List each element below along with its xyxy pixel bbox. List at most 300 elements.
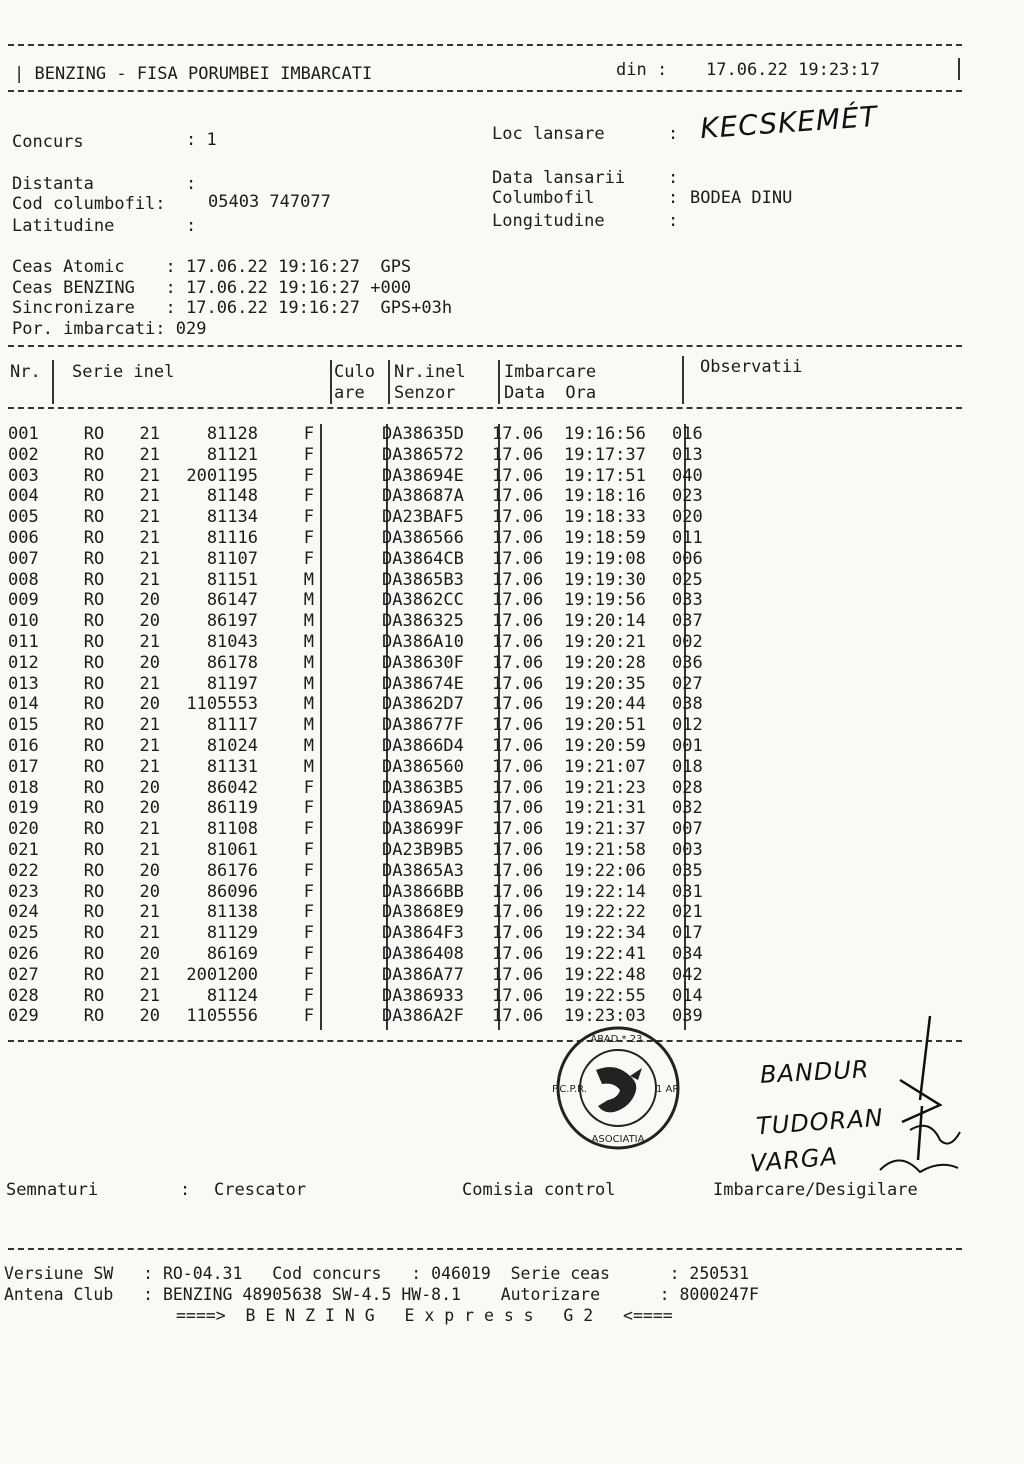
columbofil-name: BODEA DINU [690, 188, 793, 208]
row-sensor: DA3865B3 [382, 569, 464, 590]
row-sensor: DA38630F [382, 652, 464, 673]
row-date: 17.06 [492, 902, 544, 923]
embarkation-stamp [538, 1026, 698, 1151]
row-year: 20 [139, 694, 160, 715]
row-country: RO [83, 819, 105, 840]
row-time: 19:20:59 [564, 735, 646, 756]
row-observation: 013 [672, 444, 703, 465]
row-date: 17.06 [492, 444, 544, 465]
row-observation: 042 [672, 964, 703, 985]
row-country: RO [83, 424, 105, 444]
col-divider [498, 360, 500, 404]
row-year: 21 [139, 527, 160, 548]
data-lansarii-label: Data lansarii [492, 168, 626, 188]
row-ring: 81129 [206, 923, 258, 944]
row-color [314, 674, 382, 695]
row-sex: F [303, 860, 314, 881]
row-country: RO [83, 715, 105, 736]
row-nr: 024 [8, 902, 39, 923]
row-color [314, 798, 382, 819]
row-date: 17.06 [492, 756, 544, 777]
row-nr: 029 [8, 1006, 39, 1027]
row-sensor: DA23B9B5 [382, 839, 464, 860]
row-color [314, 632, 382, 653]
row-nr: 018 [8, 777, 39, 798]
row-sex: F [303, 798, 314, 819]
row-observation: 006 [672, 548, 703, 569]
row-nr: 019 [8, 798, 39, 819]
row-observation: 033 [672, 590, 703, 611]
row-color [314, 902, 382, 923]
row-country: RO [83, 590, 105, 611]
row-year: 20 [139, 611, 160, 632]
table-row [8, 466, 732, 487]
row-sex: F [303, 507, 314, 528]
row-sex: F [303, 465, 314, 486]
row-date: 17.06 [492, 985, 544, 1006]
print-timestamp: 17.06.22 19:23:17 [706, 60, 880, 80]
col-header-observatii: Observatii [700, 357, 803, 377]
row-sensor: DA23BAF5 [382, 507, 464, 528]
signature-3: VARGA [748, 1142, 839, 1178]
footer-line-1: Versiune SW : RO-04.31 Cod concurs : 046019 Serie ceas : 250531 [4, 1264, 750, 1283]
row-observation: 039 [672, 1006, 703, 1027]
row-sex: M [303, 735, 314, 756]
row-sex: M [303, 569, 314, 590]
row-nr: 002 [8, 444, 39, 465]
distanta-value: : [186, 174, 197, 194]
row-nr: 025 [8, 923, 39, 944]
row-country: RO [83, 756, 105, 777]
svg-text:ASOCIATIA: ASOCIATIA [591, 1134, 645, 1145]
row-time: 19:17:37 [564, 444, 646, 465]
comisia-control-label: Comisia control [462, 1180, 616, 1200]
table-top-rule [8, 345, 962, 347]
row-sensor: DA386572 [382, 444, 464, 465]
semnaturi-sep: : [180, 1180, 191, 1200]
row-time: 19:21:23 [564, 777, 646, 798]
row-date: 17.06 [492, 943, 544, 964]
row-year: 20 [139, 777, 160, 798]
table-row [8, 424, 732, 445]
row-time: 19:18:16 [564, 486, 646, 507]
row-observation: 032 [672, 798, 703, 819]
row-time: 19:20:14 [564, 611, 646, 632]
row-time: 19:22:06 [564, 860, 646, 881]
row-nr: 016 [8, 735, 39, 756]
row-sensor: DA38674E [382, 673, 464, 694]
row-year: 21 [139, 444, 160, 465]
row-date: 17.06 [492, 777, 544, 798]
row-observation: 034 [672, 943, 703, 964]
row-country: RO [83, 465, 105, 486]
row-date: 17.06 [492, 964, 544, 985]
col-header-nrinel-2: Senzor [394, 383, 456, 403]
table-row [8, 590, 732, 611]
signature-scribble [860, 1010, 980, 1190]
row-observation: 014 [672, 985, 703, 1006]
table-row [8, 965, 732, 986]
row-sensor: DA38687A [382, 486, 464, 507]
row-date: 17.06 [492, 507, 544, 528]
row-sex: M [303, 756, 314, 777]
row-time: 19:19:08 [564, 548, 646, 569]
row-sex: F [303, 985, 314, 1006]
row-sensor: DA38635D [382, 424, 464, 444]
svg-text:F.C.P.R.: F.C.P.R. [552, 1084, 587, 1095]
row-ring: 1105553 [186, 694, 258, 715]
row-time: 19:21:58 [564, 839, 646, 860]
row-year: 21 [139, 819, 160, 840]
row-year: 21 [139, 964, 160, 985]
row-sex: F [303, 902, 314, 923]
row-time: 19:20:44 [564, 694, 646, 715]
row-nr: 001 [8, 424, 39, 444]
row-time: 19:20:35 [564, 673, 646, 694]
row-ring: 86147 [206, 590, 258, 611]
row-sensor: DA386408 [382, 943, 464, 964]
row-date: 17.06 [492, 465, 544, 486]
data-lansarii-sep: : [668, 168, 679, 188]
row-color [314, 466, 382, 487]
row-time: 19:22:55 [564, 985, 646, 1006]
row-time: 19:19:56 [564, 590, 646, 611]
row-sex: M [303, 590, 314, 611]
row-ring: 81043 [206, 631, 258, 652]
row-color [314, 986, 382, 1007]
concurs-label: Concurs [12, 132, 84, 152]
row-color [314, 944, 382, 965]
row-ring: 86042 [206, 777, 258, 798]
table-row [8, 653, 732, 674]
row-ring: 1105556 [186, 1006, 258, 1027]
col-header-nrinel-1: Nr.inel [394, 362, 466, 382]
row-observation: 001 [672, 735, 703, 756]
row-country: RO [83, 548, 105, 569]
distanta-label: Distanta [12, 174, 94, 194]
row-year: 21 [139, 839, 160, 860]
row-nr: 007 [8, 548, 39, 569]
row-year: 20 [139, 590, 160, 611]
cod-columbofil-value: 05403 747077 [208, 192, 331, 212]
col-header-nr: Nr. [10, 362, 41, 382]
row-date: 17.06 [492, 839, 544, 860]
row-time: 19:22:34 [564, 923, 646, 944]
table-row [8, 986, 732, 1007]
table-row [8, 611, 732, 632]
row-observation: 027 [672, 673, 703, 694]
footer-top-rule [8, 1248, 962, 1250]
row-sex: F [303, 486, 314, 507]
header-bottom-rule [8, 90, 962, 92]
table-row [8, 882, 732, 903]
row-time: 19:20:28 [564, 652, 646, 673]
table-row [8, 445, 732, 466]
row-ring: 81121 [206, 444, 258, 465]
row-color [314, 840, 382, 861]
row-sex: M [303, 611, 314, 632]
row-country: RO [83, 1006, 105, 1027]
table-row [8, 861, 732, 882]
col-divider [52, 360, 54, 404]
signature-1: BANDUR [759, 1055, 871, 1089]
row-year: 20 [139, 943, 160, 964]
row-sex: F [303, 819, 314, 840]
loc-lansare-label: Loc lansare [492, 124, 605, 144]
row-ring: 86096 [206, 881, 258, 902]
table-row [8, 549, 732, 570]
row-date: 17.06 [492, 860, 544, 881]
row-country: RO [83, 569, 105, 590]
row-year: 21 [139, 756, 160, 777]
row-ring: 86178 [206, 652, 258, 673]
loc-lansare-handwritten: KECSKEMÉT [699, 99, 879, 146]
row-observation: 035 [672, 860, 703, 881]
latitudine-label: Latitudine [12, 216, 115, 236]
table-row [8, 632, 732, 653]
table-row [8, 528, 732, 549]
row-ring: 81128 [206, 424, 258, 444]
row-country: RO [83, 527, 105, 548]
row-ring: 81107 [206, 548, 258, 569]
row-nr: 017 [8, 756, 39, 777]
table-row [8, 1006, 732, 1027]
row-ring: 81117 [206, 715, 258, 736]
row-time: 19:19:30 [564, 569, 646, 590]
table-row [8, 923, 732, 944]
latitudine-value: : [186, 216, 197, 236]
row-color [314, 486, 382, 507]
imbarcare-desigilare-label: Imbarcare/Desigilare [713, 1180, 918, 1200]
col-divider [388, 360, 390, 404]
row-country: RO [83, 444, 105, 465]
row-year: 20 [139, 881, 160, 902]
row-year: 21 [139, 715, 160, 736]
row-ring: 81061 [206, 839, 258, 860]
row-sensor: DA3862D7 [382, 694, 464, 715]
signature-2: TUDORAN [755, 1103, 885, 1141]
semnaturi-label: Semnaturi [6, 1180, 99, 1200]
row-nr: 020 [8, 819, 39, 840]
table-row [8, 778, 732, 799]
row-color [314, 445, 382, 466]
row-sensor: DA38699F [382, 819, 464, 840]
row-country: RO [83, 777, 105, 798]
row-sex: F [303, 943, 314, 964]
row-sex: F [303, 527, 314, 548]
row-date: 17.06 [492, 611, 544, 632]
columbofil-sep: : [668, 188, 679, 208]
row-sex: F [303, 839, 314, 860]
table-bottom-rule [8, 1040, 962, 1042]
row-nr: 014 [8, 694, 39, 715]
row-observation: 038 [672, 694, 703, 715]
row-sensor: DA3869A5 [382, 798, 464, 819]
row-observation: 028 [672, 777, 703, 798]
row-observation: 036 [672, 652, 703, 673]
row-sex: F [303, 777, 314, 798]
row-color [314, 778, 382, 799]
row-date: 17.06 [492, 694, 544, 715]
row-year: 21 [139, 569, 160, 590]
row-sensor: DA386325 [382, 611, 464, 632]
row-observation: 040 [672, 465, 703, 486]
row-year: 21 [139, 486, 160, 507]
row-country: RO [83, 611, 105, 632]
row-year: 21 [139, 631, 160, 652]
row-date: 17.06 [492, 527, 544, 548]
row-ring: 81131 [206, 756, 258, 777]
row-color [314, 549, 382, 570]
ceas-benzing-line: Ceas BENZING : 17.06.22 19:16:27 +000 [12, 278, 412, 298]
row-observation: 002 [672, 631, 703, 652]
row-year: 20 [139, 652, 160, 673]
longitudine-sep: : [668, 211, 679, 231]
row-ring: 81108 [206, 819, 258, 840]
row-color [314, 882, 382, 903]
row-sex: F [303, 1006, 314, 1027]
svg-text:ARAD * 23.: ARAD * 23. [590, 1034, 646, 1045]
row-color [314, 611, 382, 632]
row-color [314, 570, 382, 591]
table-row [8, 798, 732, 819]
row-country: RO [83, 798, 105, 819]
row-sensor: DA386560 [382, 756, 464, 777]
row-year: 21 [139, 735, 160, 756]
row-nr: 021 [8, 839, 39, 860]
row-date: 17.06 [492, 631, 544, 652]
row-color [314, 1006, 382, 1027]
row-time: 19:22:48 [564, 964, 646, 985]
row-observation: 011 [672, 527, 703, 548]
row-sex: F [303, 881, 314, 902]
row-sensor: DA3866D4 [382, 735, 464, 756]
row-ring: 81151 [206, 569, 258, 590]
row-time: 19:22:22 [564, 902, 646, 923]
row-date: 17.06 [492, 652, 544, 673]
row-sensor: DA3863B5 [382, 777, 464, 798]
row-color [314, 507, 382, 528]
row-observation: 018 [672, 756, 703, 777]
table-row [8, 757, 732, 778]
concurs-value: : 1 [186, 130, 217, 150]
row-nr: 010 [8, 611, 39, 632]
row-time: 19:20:21 [564, 631, 646, 652]
table-row [8, 840, 732, 861]
row-nr: 012 [8, 652, 39, 673]
row-ring: 86197 [206, 611, 258, 632]
row-year: 21 [139, 424, 160, 444]
row-country: RO [83, 486, 105, 507]
row-time: 19:21:31 [564, 798, 646, 819]
table-header-rule [8, 407, 962, 409]
loc-lansare-sep: : [668, 124, 679, 144]
row-color [314, 757, 382, 778]
row-country: RO [83, 943, 105, 964]
header-top-rule [8, 44, 962, 46]
row-date: 17.06 [492, 569, 544, 590]
row-nr: 023 [8, 881, 39, 902]
row-year: 21 [139, 548, 160, 569]
row-color [314, 965, 382, 986]
row-color [314, 861, 382, 882]
row-nr: 008 [8, 569, 39, 590]
row-observation: 023 [672, 486, 703, 507]
row-country: RO [83, 860, 105, 881]
row-time: 19:16:56 [564, 424, 646, 444]
row-color [314, 715, 382, 736]
row-country: RO [83, 631, 105, 652]
row-year: 21 [139, 985, 160, 1006]
row-ring: 81124 [206, 985, 258, 1006]
row-sensor: DA3866BB [382, 881, 464, 902]
row-date: 17.06 [492, 548, 544, 569]
row-observation: 016 [672, 424, 703, 444]
col-header-imbarcare-1: Imbarcare [504, 362, 597, 382]
row-date: 17.06 [492, 673, 544, 694]
row-nr: 013 [8, 673, 39, 694]
row-color [314, 736, 382, 757]
row-sensor: DA3865A3 [382, 860, 464, 881]
row-ring: 81197 [206, 673, 258, 694]
table-row [8, 819, 732, 840]
table-row [8, 902, 732, 923]
row-nr: 011 [8, 631, 39, 652]
row-country: RO [83, 985, 105, 1006]
row-year: 21 [139, 507, 160, 528]
row-nr: 026 [8, 943, 39, 964]
row-ring: 86119 [206, 798, 258, 819]
row-time: 19:17:51 [564, 465, 646, 486]
row-time: 19:21:37 [564, 819, 646, 840]
row-sensor: DA386A77 [382, 964, 464, 985]
din-label: din : [616, 60, 668, 80]
row-nr: 009 [8, 590, 39, 611]
row-ring: 81148 [206, 486, 258, 507]
row-date: 17.06 [492, 735, 544, 756]
header-right-border [958, 58, 960, 80]
cod-columbofil-label: Cod columbofil: [12, 194, 166, 214]
row-sensor: DA3864F3 [382, 923, 464, 944]
longitudine-label: Longitudine [492, 211, 605, 231]
row-ring: 2001195 [186, 465, 258, 486]
col-header-imbarcare-2: Data Ora [504, 383, 597, 403]
table-row [8, 736, 732, 757]
row-sex: M [303, 715, 314, 736]
col-header-culoare-2: are [334, 383, 365, 403]
col-header-serie: Serie inel [72, 362, 175, 382]
footer-line-2: Antena Club : BENZING 48905638 SW-4.5 HW-8.1 Autorizare : 8000247F [4, 1285, 759, 1304]
row-observation: 017 [672, 923, 703, 944]
row-sex: M [303, 652, 314, 673]
row-date: 17.06 [492, 1006, 544, 1027]
row-sex: M [303, 673, 314, 694]
row-nr: 022 [8, 860, 39, 881]
row-time: 19:22:14 [564, 881, 646, 902]
row-nr: 028 [8, 985, 39, 1006]
row-date: 17.06 [492, 819, 544, 840]
table-row [8, 507, 732, 528]
table-row [8, 694, 732, 715]
row-date: 17.06 [492, 923, 544, 944]
row-sensor: DA3864CB [382, 548, 464, 569]
row-sensor: DA386A2F [382, 1006, 464, 1027]
row-sensor: DA386A10 [382, 631, 464, 652]
row-observation: 025 [672, 569, 703, 590]
svg-text:1 AR: 1 AR [656, 1084, 680, 1095]
table-row [8, 715, 732, 736]
row-country: RO [83, 673, 105, 694]
